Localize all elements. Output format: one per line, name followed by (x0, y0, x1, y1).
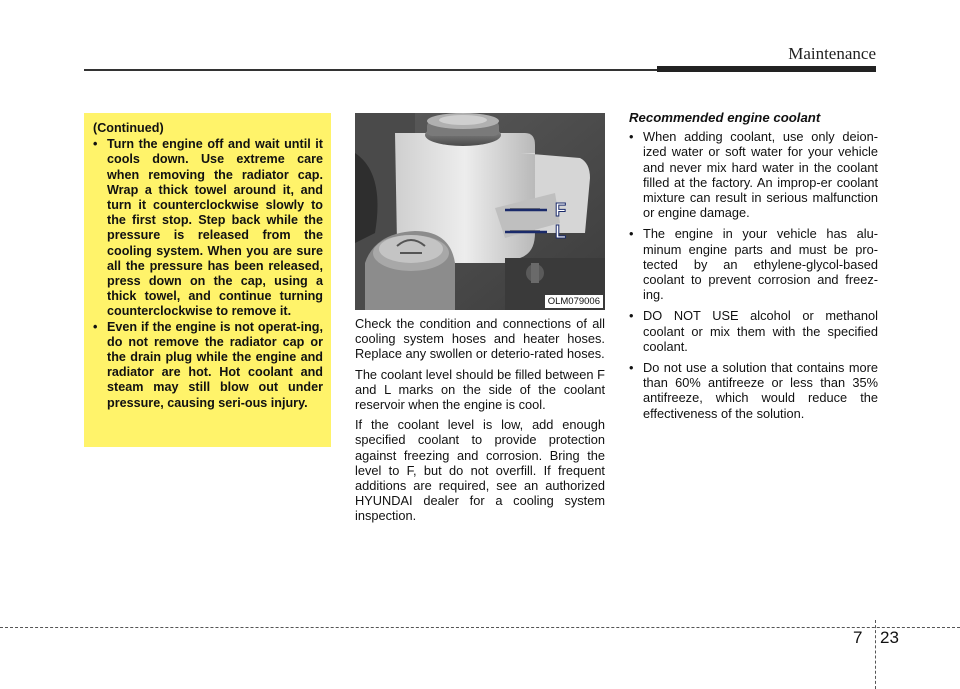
warning-item: • Even if the engine is not operat-ing, do not remove the radiator cap or the drain plug while the engine and radiator are hot. Hot coolant and steam may still blow out under pressure, causing seri-ous injury. (93, 320, 323, 411)
warning-box (84, 113, 331, 447)
paragraph: If the coolant level is low, add enough specified coolant to provide protection against freezing and corrosion. Bring the level to F, but do not overfill. If frequent additions are required, see an authorized HYUNDAI dealer for a cooling system inspection. (355, 417, 605, 524)
list-item: • The engine in your vehicle has alu-minum engine parts and must be pro-tected by an ethylene-glycol-based coolant to prevent corrosion and freez-ing. (629, 226, 878, 302)
figure-code: OLM079006 (545, 295, 603, 308)
chapter-number: 7 (853, 628, 863, 647)
paragraph: The coolant level should be filled between F and L marks on the side of the coolant reservoir when the engine is cool. (355, 366, 605, 413)
footer-divider (875, 620, 876, 689)
full-mark-label: F (555, 200, 566, 220)
coolant-text (355, 316, 605, 529)
list-item: • Do not use a solution that contains more than 60% antifreeze or less than 35% antifreeze, which would reduce the effectiveness of the solution. (629, 360, 878, 421)
section-heading: Recommended engine coolant (629, 110, 821, 125)
warning-item: • Turn the engine off and wait until it cools down. Use extreme care when removing the radiator cap. Wrap a thick towel around it, and turn it counterclockwise slowly to the first stop. Step back while the pressure is released from the cooling system. When you are sure all the pressure has been released, press down on the cap, using a thick towel, and continue turning counterclockwise to remove it. (93, 137, 323, 319)
footer-rule (0, 627, 960, 628)
list-item: • DO NOT USE alcohol or methanol coolant or mix them with the specified coolant. (629, 308, 878, 354)
header-rule (84, 69, 657, 71)
warning-list (93, 137, 323, 411)
recommended-coolant-section (629, 110, 878, 427)
page-number: 23 (880, 628, 899, 647)
paragraph: Check the condition and connections of all cooling system hoses and heater hoses. Replace any swollen or deterio-rated hoses. (355, 316, 605, 362)
warning-continued-label: (Continued) (93, 121, 164, 135)
low-mark-label: L (555, 222, 566, 242)
list-item: • When adding coolant, use only deion-ized water or soft water for your vehicle and never mix hard water in the coolant filled at the factory. An improp-er coolant mixture can result in serious malfunction or engine damage. (629, 129, 878, 220)
section-title: Maintenance (788, 44, 876, 63)
coolant-reservoir-photo (355, 113, 605, 310)
header-rule-accent (657, 66, 876, 72)
coolant-reservoir-illustration (355, 113, 605, 310)
coolant-list (629, 129, 878, 421)
